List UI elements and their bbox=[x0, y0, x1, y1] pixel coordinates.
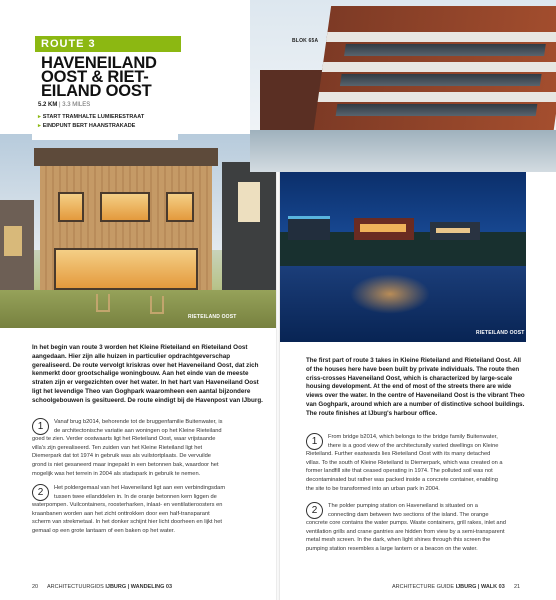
footer-guide: ARCHITECTUURGIDS bbox=[47, 584, 104, 590]
route-distance-km: 5.2 KM bbox=[38, 102, 58, 108]
route-tag: ROUTE 3 bbox=[35, 36, 181, 52]
route-title-line: HAVENEILAND bbox=[41, 54, 157, 72]
arrow-icon: ▸ bbox=[38, 114, 41, 120]
list-item bbox=[32, 418, 272, 478]
item-line: mogelijk was het terrein in 2004 als stadspark in gebruik te nemen. bbox=[32, 470, 201, 477]
photo-garden bbox=[0, 290, 276, 328]
night-photo bbox=[280, 172, 526, 342]
footer-section: | WANDELING 03 bbox=[127, 584, 173, 590]
photo-window bbox=[58, 192, 84, 222]
item-line: pumping station resembles a large lantern or a beacon on the water. bbox=[306, 545, 478, 552]
intro-paragraph-nl: In het begin van route 3 worden het Kleine Rieteiland en Rieteiland Oost aangedaan. Hier zijn alle huizen in particulier opdrachtgeverschap gerealiseerd. De route vervolgt kriskras over het Haveneiland Oost, dat zich kenmerkt door grootschalige woningbouw. Aan het einde van de meeste straten zijn er vergezichten over het water. In het hart van Haveneiland Oost ligt het levendige Theo van Goghpark waaromheen een aantal bijzondere schoolgebouwen is gesitueerd. De route eindigt bij de Havenpost van IJburg. bbox=[32, 344, 263, 404]
item-line: Het poldergemaal van het Haveneiland ligt aan een verbindingsdam bbox=[54, 485, 226, 491]
item-line: From bridge b2014, which belongs to the bridge family Buitenwater, bbox=[328, 434, 498, 440]
list-item bbox=[306, 502, 528, 554]
route-end bbox=[38, 123, 135, 129]
item-line: grond is niet gesaneerd maar ingepakt in een betonnen bak, waardoor het bbox=[32, 461, 219, 468]
item-line: waterpompen. Vuilcontainers, roosterharken, inlaat- en ventilatieroosters en bbox=[32, 502, 223, 509]
photo-window bbox=[54, 248, 198, 290]
footer-brand: IJBURG bbox=[455, 584, 477, 590]
item-number: 2 bbox=[32, 484, 49, 501]
item-line: metal mesh screen. In the dark, when light shines through this screen the bbox=[306, 537, 491, 544]
photo-balcony-band bbox=[326, 32, 556, 42]
item-text bbox=[32, 418, 272, 478]
photo-caption: RIETEILAND OOST bbox=[188, 314, 237, 320]
footer-guide: ARCHITECTURE GUIDE bbox=[392, 584, 455, 590]
item-line: connecting dam between two sections of the island. The orange bbox=[328, 511, 489, 518]
route-distance bbox=[38, 102, 90, 108]
item-text bbox=[306, 502, 528, 554]
photo-quay bbox=[250, 130, 556, 172]
photo-balcony-band bbox=[322, 62, 556, 72]
route-end-label: EINDPUNT BERT HAANSTRAKADE bbox=[42, 123, 136, 129]
item-line: decontaminated but rather was packed inside a concrete container, enabling bbox=[306, 476, 498, 483]
item-line: kraanbanen worden aan het zicht onttrokken door een half-transparant bbox=[32, 510, 210, 517]
photo-house bbox=[430, 222, 480, 240]
route-start-label: START TRAMHALTE LUMIERESTRAAT bbox=[42, 114, 145, 120]
photo-neighbor-house-right bbox=[222, 162, 276, 302]
route-title-line: EILAND OOST bbox=[41, 82, 152, 100]
photo-wooden-house bbox=[40, 152, 212, 302]
route-start bbox=[38, 114, 144, 120]
arrow-icon: ▸ bbox=[38, 123, 41, 129]
page-number: 21 bbox=[514, 584, 521, 590]
item-text bbox=[306, 433, 528, 493]
photo-balcony-band bbox=[318, 92, 556, 102]
photo-glazing bbox=[340, 74, 542, 86]
list-item bbox=[306, 433, 528, 493]
item-line: former landfill site that ceased operating in 1974. The polluted soil was not bbox=[306, 468, 493, 475]
item-line: de architectonische variatie aan woningen op het Kleine Rieteiland bbox=[54, 427, 222, 434]
building-photo bbox=[250, 0, 556, 172]
item-number: 1 bbox=[32, 418, 49, 435]
photo-window bbox=[100, 192, 150, 222]
item-line: the site to be transformed into an urban park in 2004. bbox=[306, 485, 440, 492]
photo-chair bbox=[96, 294, 110, 312]
item-number: 1 bbox=[306, 433, 323, 450]
photo-house bbox=[354, 218, 414, 240]
route-title-line: OOST & RIET- bbox=[41, 68, 149, 86]
photo-glazing bbox=[336, 104, 538, 116]
item-number: 2 bbox=[306, 502, 323, 519]
photo-house bbox=[288, 216, 330, 240]
item-line: tussen twee eilanddelen in. In de oranje betonnen kern liggen de bbox=[54, 493, 217, 500]
item-line: Rieteiland. Further eastwards lies Rieteiland Oost with its many detached bbox=[306, 451, 491, 458]
list-item bbox=[32, 484, 272, 536]
route-distance-miles: | 3.3 MILES bbox=[59, 102, 91, 108]
footer-left bbox=[32, 584, 172, 590]
item-line: goed te zien. Verder oostwaarts ligt het Rieteiland Oost, waar vrijstaande bbox=[32, 436, 216, 443]
page-number: 20 bbox=[32, 584, 39, 590]
item-line: villas. To the south of Kleine Rieteiland is Diemerpark, which was created on a bbox=[306, 459, 503, 466]
item-line: The polder pumping station on Haveneiland is situated on a bbox=[328, 503, 478, 509]
footer-brand: IJBURG bbox=[105, 584, 127, 590]
photo-caption: RIETEILAND OOST bbox=[476, 330, 525, 336]
item-line: there is a good view of the architecturally varied dwellings on Kleine bbox=[328, 442, 499, 449]
footer-section: | WALK 03 bbox=[477, 584, 505, 590]
photo-chair bbox=[150, 296, 164, 314]
item-line: concrete core contains the water pumps. Waste containers, grill rakes, inlet and bbox=[306, 520, 506, 527]
item-line: ventilation grills and crane gantries are hidden from view by a semi-transparent bbox=[306, 528, 505, 535]
photo-roof bbox=[34, 148, 218, 166]
item-line: gemaal op een grote lantaarn of een baken op het water. bbox=[32, 527, 175, 534]
footer-right bbox=[392, 584, 505, 590]
photo-reflection bbox=[350, 274, 430, 314]
photo-glazing bbox=[344, 44, 546, 56]
photo-caption: BLOK 65A bbox=[292, 38, 319, 44]
item-line: villa's zijn gerealiseerd. Ten zuiden van het Kleine Rieteiland ligt het bbox=[32, 444, 203, 451]
item-line: scherm van strekmetaal. In het donker schijnt hier licht doorheen en lijkt het bbox=[32, 519, 222, 526]
photo-neighbor-house-left bbox=[0, 200, 34, 292]
house-photo bbox=[0, 134, 276, 328]
photo-window bbox=[166, 192, 194, 222]
route-title bbox=[41, 56, 181, 98]
item-text bbox=[32, 484, 272, 536]
item-line: Vanaf brug b2014, behorende tot de bruggenfamilie Buitenwater, is bbox=[54, 419, 223, 425]
item-line: Diemerpark dat tot 1974 in gebruik was als vuilstortplaats. De vervuilde bbox=[32, 453, 211, 460]
photo-apartment-block bbox=[313, 6, 556, 136]
intro-paragraph-en: The first part of route 3 takes in Kleine Rieteiland and Rieteiland Oost. All of the houses here have been built by private individuals. The route then criss-crosses Haveneiland Oost, which is characterized by large-scale housing development. At the end of most of the streets there are wide views over the water. In the centre of Haveneiland Oost is the vibrant Theo van Goghpark, around which are a number of distinctive school buildings. The route finishes at IJburg's harbour office. bbox=[306, 357, 525, 417]
